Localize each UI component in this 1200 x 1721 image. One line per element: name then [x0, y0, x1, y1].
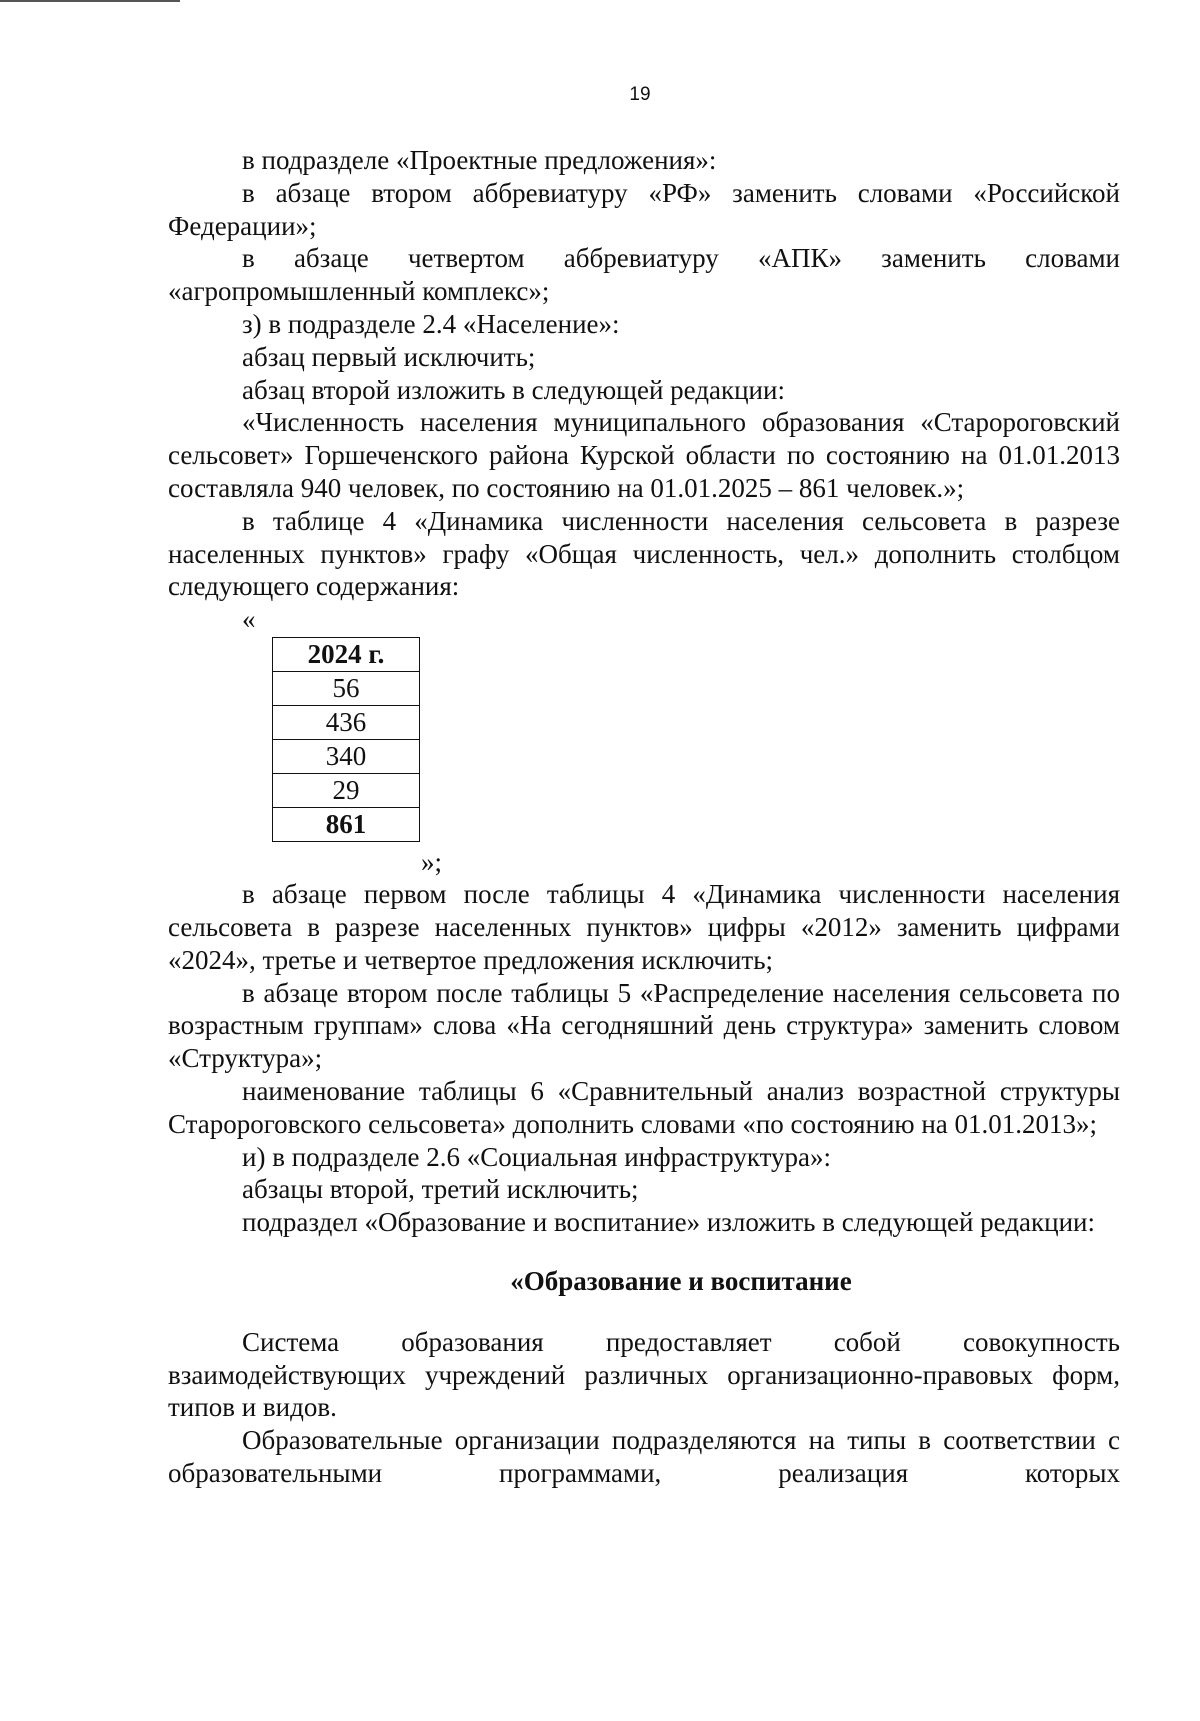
scan-edge-mark: [0, 0, 180, 2]
table-cell: 340: [273, 740, 420, 774]
table-cell: 436: [273, 706, 420, 740]
paragraph: и) в подразделе 2.6 «Социальная инфраструктура»:: [242, 1141, 832, 1172]
paragraph: в абзаце втором аббревиатуру «РФ» заменить словами «Российской Федерации»;: [168, 177, 1120, 241]
paragraph: Система образования предоставляет собой совокупность взаимодействующих учреждений различных организационно-правовых форм, типов и видов.: [168, 1326, 1120, 1423]
paragraph: наименование таблицы 6 «Сравнительный анализ возрастной структуры Старороговского сельсовета» дополнить словами «по состоянию на 01.01.2013»;: [168, 1075, 1120, 1139]
paragraph: в абзаце четвертом аббревиатуру «АПК» заменить словами «агропромышленный комплекс»;: [168, 243, 1120, 307]
document-body: [168, 144, 1120, 1490]
quote-close-mark: »;: [421, 847, 443, 878]
table-cell: 29: [273, 774, 420, 808]
table-total-cell: 861: [273, 808, 420, 842]
table-header-cell: 2024 г.: [273, 638, 420, 672]
paragraph: подраздел «Образование и воспитание» изложить в следующей редакции:: [242, 1207, 1095, 1238]
table-cell: 56: [273, 672, 420, 706]
paragraph: абзац первый исключить;: [242, 341, 536, 372]
paragraph: в подразделе «Проектные предложения»:: [242, 145, 717, 175]
paragraph: «Численность населения муниципального образования «Старороговский сельсовет» Горшеченского района Курской области по состоянию на 01.01.2013 составляла 940 человек, по состоянию на 01.01.2025 – 861 человек.»;: [168, 407, 1120, 503]
paragraph: абзац второй изложить в следующей редакции:: [242, 374, 785, 405]
population-table: [272, 637, 420, 842]
paragraph: абзацы второй, третий исключить;: [242, 1174, 639, 1205]
paragraph: в абзаце втором после таблицы 5 «Распределение населения сельсовета по возрастным группам» слова «На сегодняшний день структура» заменить словом «Структура»;: [168, 977, 1120, 1074]
paragraph: Образовательные организации подразделяются на типы в соответствии с образовательными программами, реализация которых: [168, 1425, 1120, 1488]
quote-open-mark: «: [242, 604, 256, 635]
section-heading: «Образование и воспитание: [510, 1265, 852, 1296]
page-number: 19: [629, 84, 651, 105]
paragraph: з) в подразделе 2.4 «Население»:: [242, 308, 620, 339]
paragraph: в абзаце первом после таблицы 4 «Динамика численности населения сельсовета в разрезе населенных пунктов» цифры «2012» заменить цифрами «2024», третье и четвертое предложения исключить;: [168, 879, 1120, 975]
paragraph: в таблице 4 «Динамика численности населения сельсовета в разрезе населенных пунктов» графу «Общая численность, чел.» дополнить столбцом следующего содержания:: [168, 505, 1120, 602]
